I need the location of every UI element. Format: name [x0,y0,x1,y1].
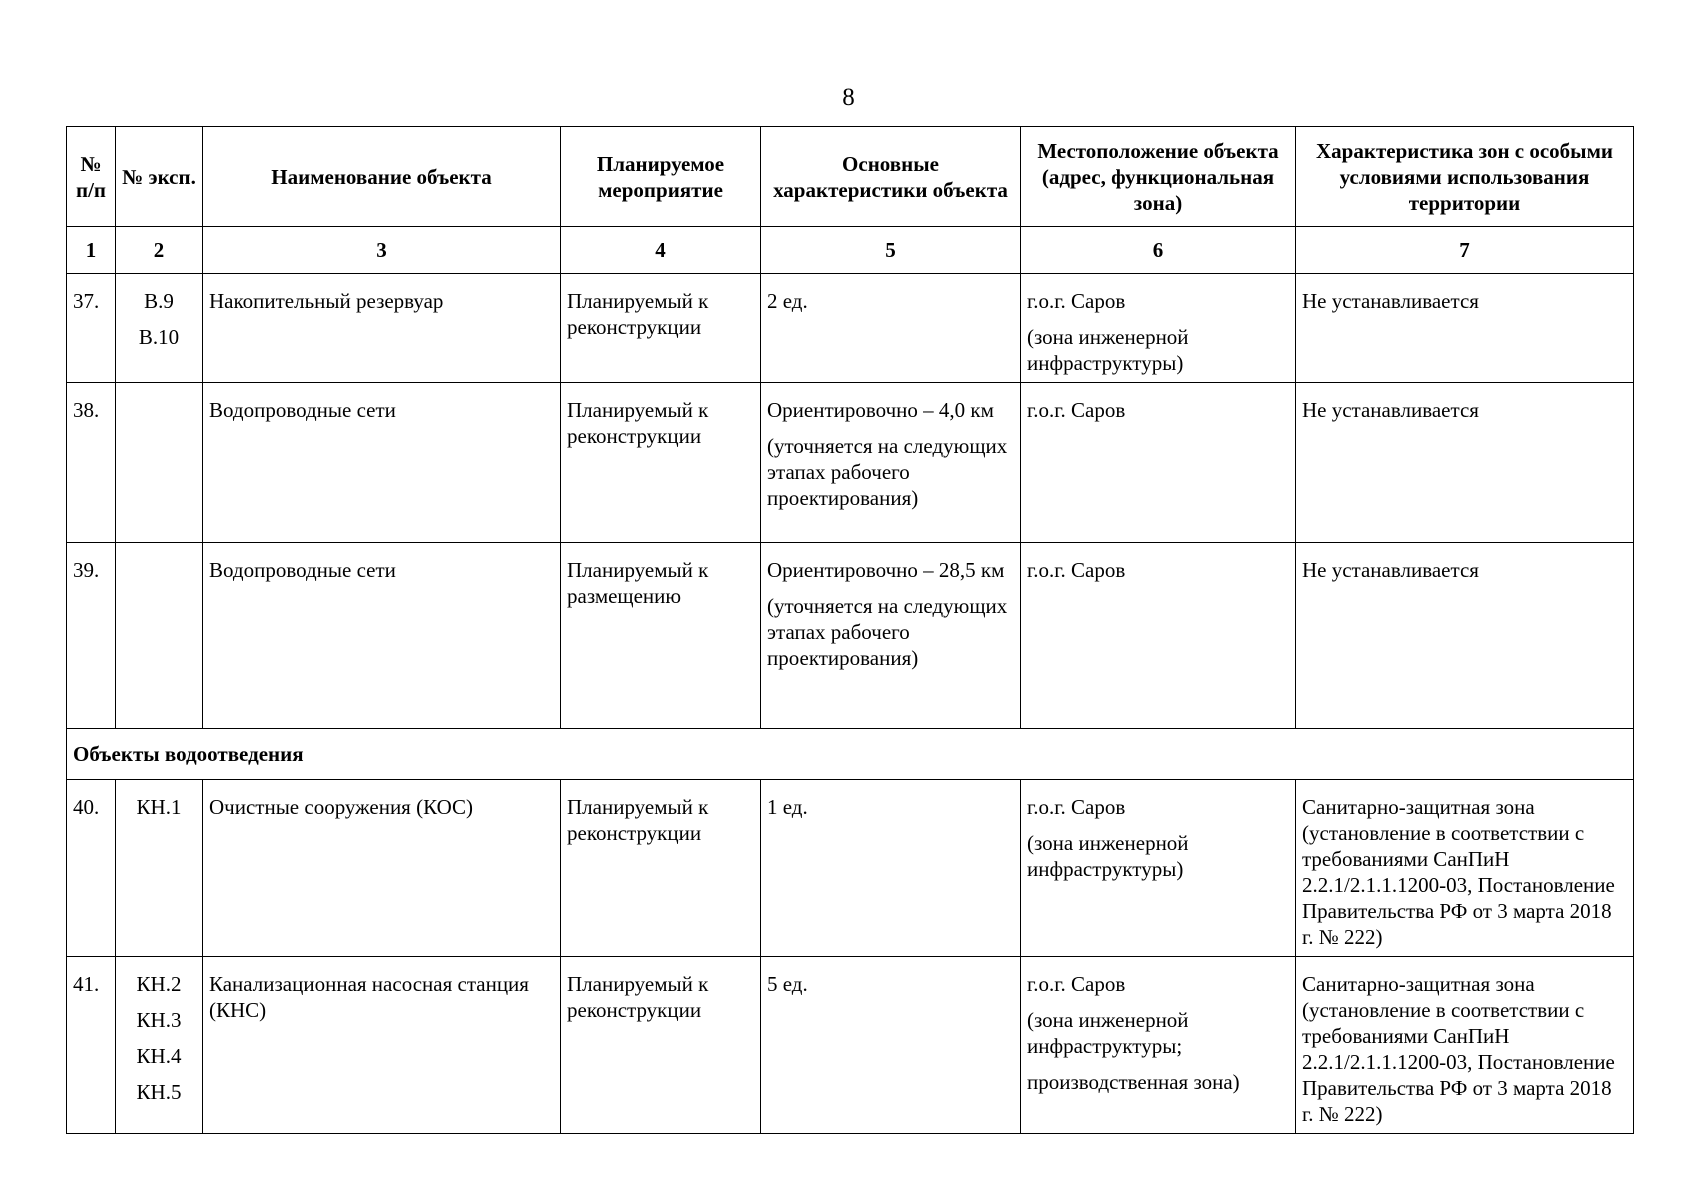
section-row [67,729,1634,780]
object-name: Водопроводные сети [203,543,561,729]
characteristics: 5 ед. [767,972,808,996]
header-cell: Характеристика зон с особыми условиями использования территории [1296,127,1634,227]
location: г.о.г. Саров [1027,558,1126,582]
column-number: 2 [116,227,203,274]
location: производственная зона) [1027,1070,1240,1094]
row-number: 39. [67,543,116,729]
exp-number: КН.3 [136,1008,182,1032]
table-row [67,780,1634,957]
header-cell: Местоположение объекта (адрес, функциональная зона) [1021,127,1296,227]
characteristics-cell [761,543,1021,729]
location: (зона инженерной инфраструктуры; [1027,1008,1189,1058]
table-row [67,383,1634,543]
header-cell: Планируемое мероприятие [561,127,761,227]
header-cell: Наименование объекта [203,127,561,227]
table-row [67,957,1634,1134]
header-cell: Основные характеристики объекта [761,127,1021,227]
characteristics: (уточняется на следующих этапах рабочего проектирования) [767,434,1008,510]
row-number: 41. [67,957,116,1134]
column-number: 3 [203,227,561,274]
zone-characteristics: Санитарно-защитная зона (установление в соответствии с требованиями СанПиН 2.2.1/2.1.1.1200-03, Постановление Правительства РФ от 3 марта 2018 г. № 222) [1296,780,1634,957]
characteristics: Ориентировочно – 28,5 км [767,558,1005,582]
characteristics: 1 ед. [767,795,808,819]
location: (зона инженерной инфраструктуры) [1027,325,1189,375]
table-row [67,274,1634,383]
section-title: Объекты водоотведения [67,729,1634,780]
page-number: 8 [842,84,855,111]
exp-number-cell [116,543,203,729]
zone-characteristics: Не устанавливается [1296,543,1634,729]
characteristics: (уточняется на следующих этапах рабочего проектирования) [767,594,1008,670]
location-cell [1021,957,1296,1134]
column-number-row [67,227,1634,274]
row-number: 40. [67,780,116,957]
characteristics: 2 ед. [767,289,808,313]
planned-action: Планируемый к реконструкции [561,274,761,383]
column-number: 6 [1021,227,1296,274]
characteristics: Ориентировочно – 4,0 км [767,398,994,422]
location-cell [1021,780,1296,957]
column-number: 4 [561,227,761,274]
exp-number-cell [116,780,203,957]
location: г.о.г. Саров [1027,289,1126,313]
zone-characteristics: Не устанавливается [1296,383,1634,543]
table-row [67,543,1634,729]
planned-action: Планируемый к размещению [561,543,761,729]
column-number: 7 [1296,227,1634,274]
exp-number: КН.1 [136,795,182,819]
zone-characteristics: Санитарно-защитная зона (установление в соответствии с требованиями СанПиН 2.2.1/2.1.1.1200-03, Постановление Правительства РФ от 3 марта 2018 г. № 222) [1296,957,1634,1134]
location: г.о.г. Саров [1027,972,1126,996]
location-cell [1021,543,1296,729]
planned-action: Планируемый к реконструкции [561,383,761,543]
row-number: 37. [67,274,116,383]
location-cell [1021,383,1296,543]
location: г.о.г. Саров [1027,398,1126,422]
column-number: 5 [761,227,1021,274]
row-number: 38. [67,383,116,543]
object-name: Водопроводные сети [203,383,561,543]
header-cell: № эксп. [116,127,203,227]
exp-number-cell [116,957,203,1134]
characteristics-cell [761,274,1021,383]
objects-table [66,126,1634,1134]
zone-characteristics: Не устанавливается [1296,274,1634,383]
exp-number-cell [116,383,203,543]
exp-number-cell [116,274,203,383]
header-cell: № п/п [67,127,116,227]
exp-number: КН.2 [136,972,182,996]
location: г.о.г. Саров [1027,795,1126,819]
location-cell [1021,274,1296,383]
object-name: Канализационная насосная станция (КНС) [203,957,561,1134]
characteristics-cell [761,383,1021,543]
exp-number: КН.4 [136,1044,182,1068]
characteristics-cell [761,780,1021,957]
object-name: Очистные сооружения (КОС) [203,780,561,957]
planned-action: Планируемый к реконструкции [561,780,761,957]
exp-number: В.10 [138,325,180,349]
object-name: Накопительный резервуар [203,274,561,383]
exp-number: КН.5 [136,1080,182,1104]
location: (зона инженерной инфраструктуры) [1027,831,1189,881]
exp-number: В.9 [144,289,174,313]
characteristics-cell [761,957,1021,1134]
column-number: 1 [67,227,116,274]
planned-action: Планируемый к реконструкции [561,957,761,1134]
header-row [67,127,1634,227]
